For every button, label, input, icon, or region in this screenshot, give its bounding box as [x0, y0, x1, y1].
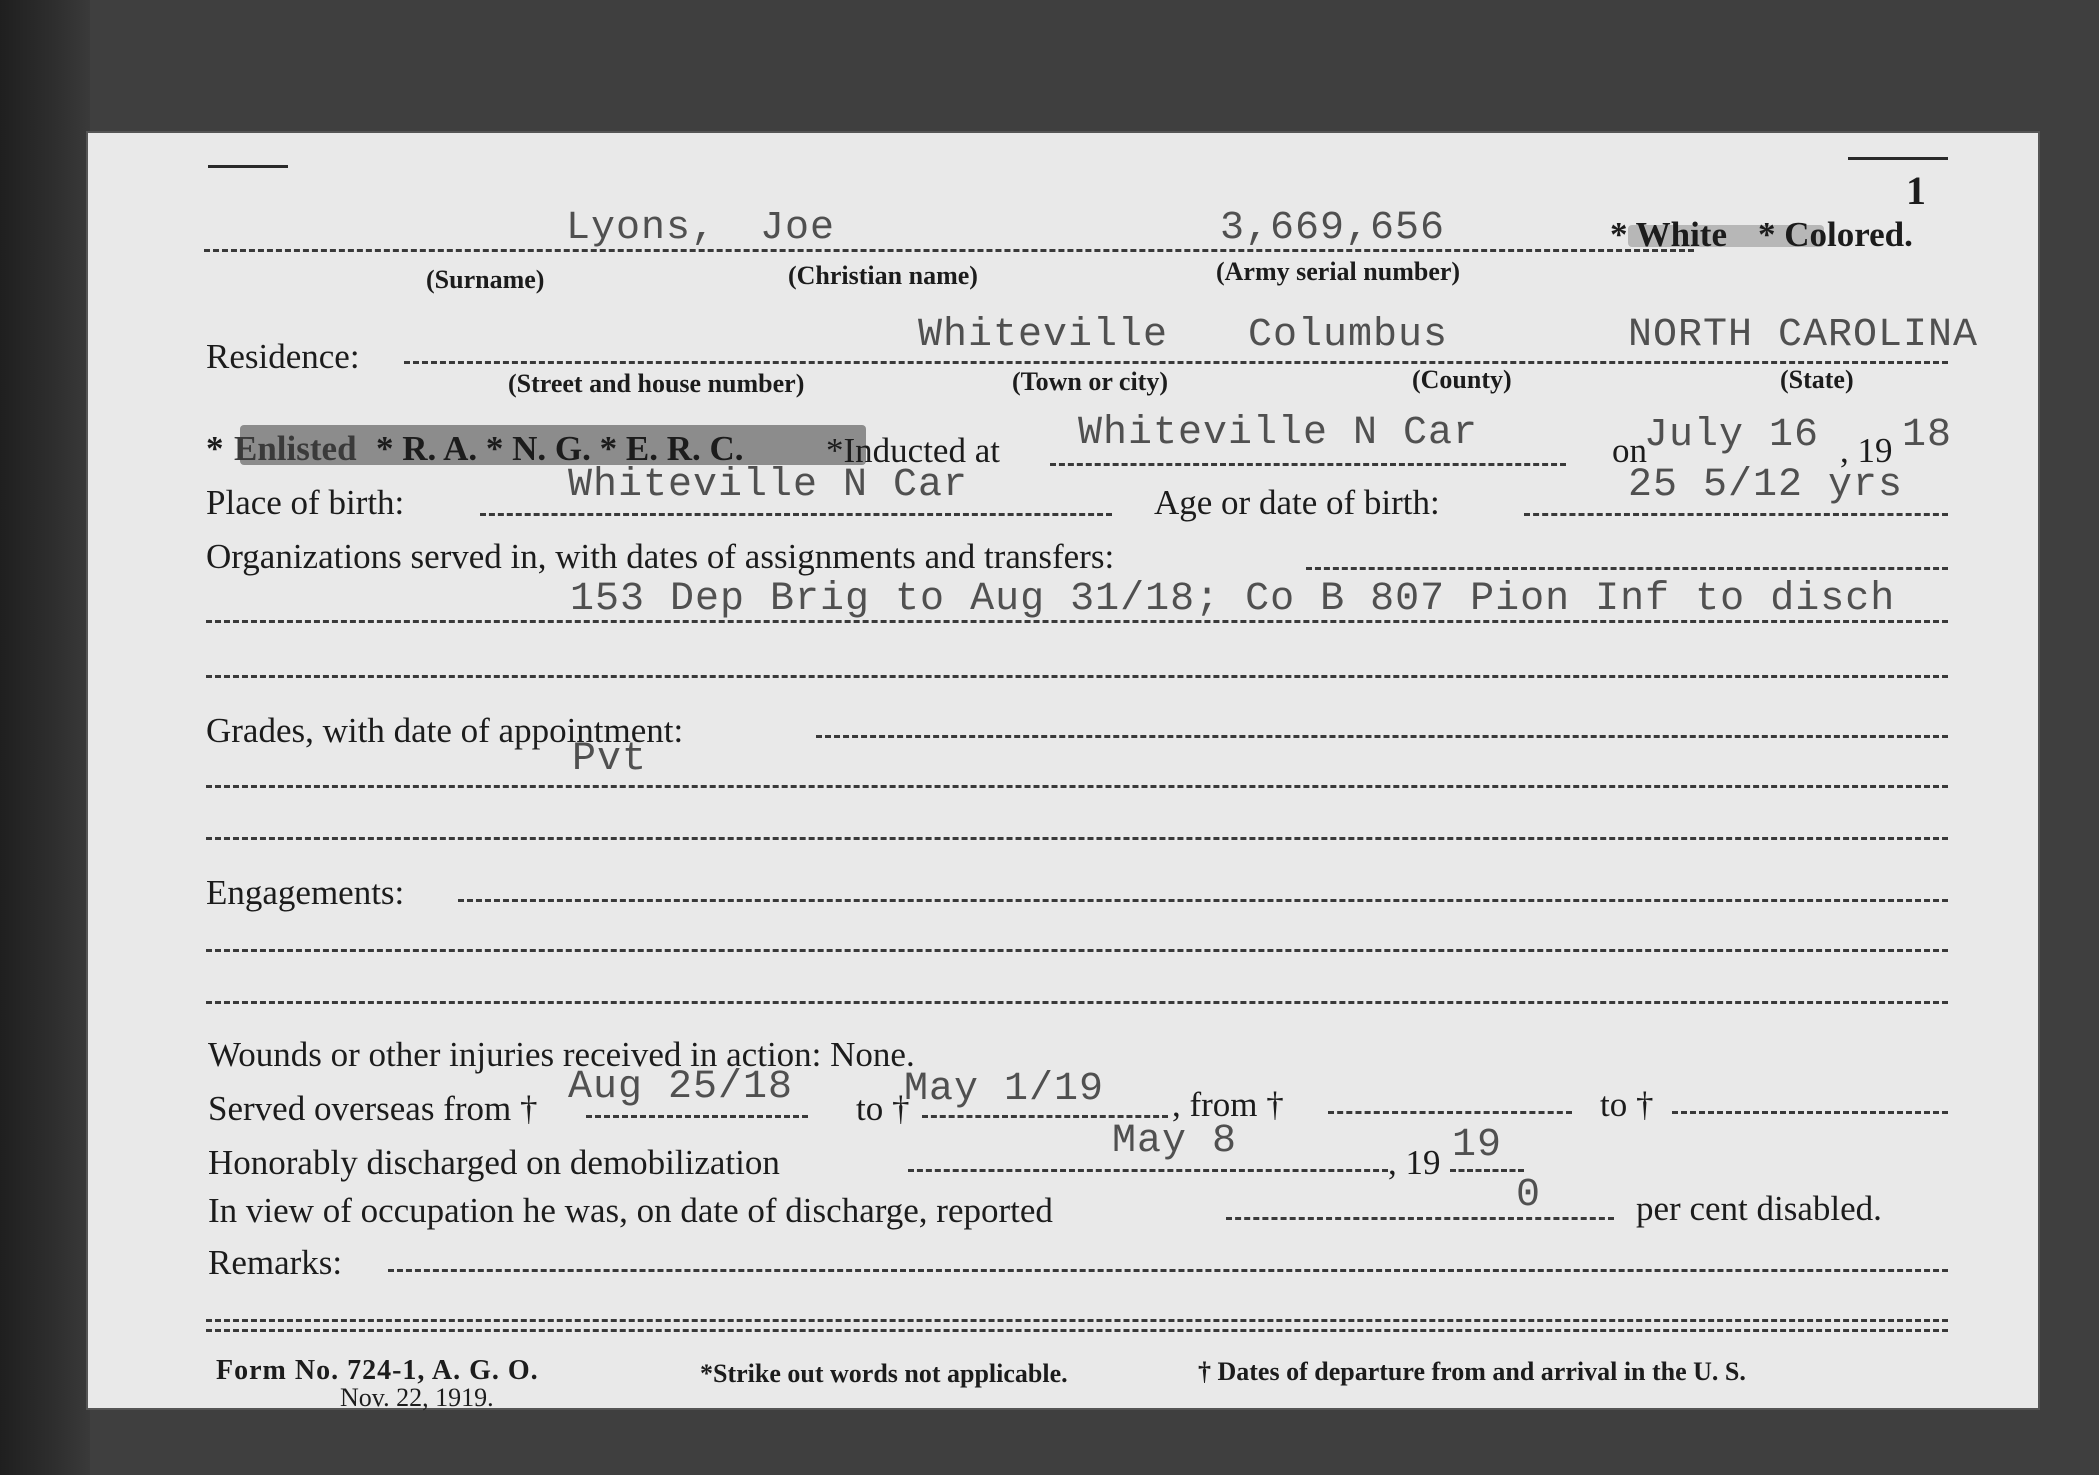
overseas-to2-line: [1672, 1111, 1948, 1114]
discharge-label: Honorably discharged on demobilization: [208, 1143, 780, 1182]
organizations-line-3: [206, 675, 1948, 678]
grades-line-3: [206, 837, 1948, 840]
disability-line: [1226, 1217, 1614, 1220]
disability-label: In view of occupation he was, on date of discharge, reported: [208, 1191, 1053, 1230]
christian-name-caption: (Christian name): [788, 261, 978, 290]
christian-name-value: Joe: [760, 206, 836, 251]
status-options: * R. A. * N. G. * E. R. C.: [376, 429, 744, 468]
organizations-line-2: [206, 620, 1948, 623]
grades-line-1: [816, 735, 1948, 738]
induction-date-value: July 16: [1644, 413, 1820, 458]
serial-number-value: 3,669,656: [1220, 206, 1446, 251]
place-of-birth-line: [480, 513, 1112, 516]
race-colored-option: * Colored.: [1758, 215, 1913, 254]
inducted-place-value: Whiteville N Car: [1078, 411, 1479, 456]
surname-caption: (Surname): [426, 265, 545, 294]
overseas-to-value: May 1/19: [904, 1067, 1105, 1112]
age-label: Age or date of birth:: [1154, 483, 1440, 522]
disability-suffix: per cent disabled.: [1636, 1189, 1882, 1228]
street-caption: (Street and house number): [508, 369, 805, 398]
name-line: [204, 249, 1694, 252]
on-label: on: [1612, 431, 1647, 470]
engagements-line-2: [206, 949, 1948, 952]
town-caption: (Town or city): [1012, 367, 1168, 396]
residence-county-value: Columbus: [1248, 313, 1449, 358]
discharge-year-line: [1450, 1169, 1524, 1172]
engagements-label: Engagements:: [206, 873, 405, 912]
grades-label: Grades, with date of appointment:: [206, 711, 684, 750]
card-number: 1: [1906, 168, 1926, 213]
overseas-from-line: [586, 1115, 808, 1118]
residence-state-value: NORTH CAROLINA: [1628, 313, 1979, 358]
overseas-from-value: Aug 25/18: [568, 1065, 794, 1110]
place-of-birth-label: Place of birth:: [206, 483, 405, 522]
enlisted-option: Enlisted: [234, 429, 357, 468]
overseas-label: Served overseas from †: [208, 1089, 538, 1128]
remarks-line-1: [388, 1269, 1948, 1272]
organizations-label: Organizations served in, with dates of assignments and transfers:: [206, 537, 1115, 576]
top-right-rule: [1848, 157, 1948, 160]
strike-out-note: *Strike out words not applicable.: [700, 1359, 1068, 1388]
surname-value: Lyons,: [566, 206, 717, 251]
residence-town-value: Whiteville: [918, 313, 1169, 358]
form-number: Form No. 724-1, A. G. O.: [216, 1355, 539, 1386]
background-strip: [0, 0, 90, 1475]
serial-number-caption: (Army serial number): [1216, 257, 1461, 286]
top-left-rule: [208, 165, 288, 168]
overseas-from2-line: [1328, 1111, 1572, 1114]
overseas-to-line: [922, 1115, 1168, 1118]
age-line: [1524, 513, 1948, 516]
inducted-place-line: [1050, 463, 1566, 466]
state-caption: (State): [1780, 365, 1854, 394]
overseas-to2-label: to †: [1600, 1085, 1654, 1124]
age-value: 25 5/12 yrs: [1628, 463, 1904, 508]
induction-year-value: 18: [1902, 413, 1953, 458]
discharge-date-line: [908, 1169, 1388, 1172]
overseas-from2-label: , from †: [1172, 1085, 1284, 1124]
induction-prefix: *: [206, 429, 224, 468]
remarks-label: Remarks:: [208, 1243, 343, 1282]
discharge-date-value: May 8: [1112, 1119, 1238, 1164]
disability-percent-value: 0: [1516, 1173, 1542, 1218]
overseas-to-label: to †: [856, 1089, 910, 1128]
dates-note: † Dates of departure from and arrival in the U. S.: [1198, 1357, 1746, 1386]
place-of-birth-value: Whiteville N Car: [568, 463, 969, 508]
organizations-entry: 153 Dep Brig to Aug 31/18; Co B 807 Pion Inf to disch: [570, 577, 1896, 622]
engagements-line-3: [206, 1001, 1948, 1004]
engagements-line-1: [458, 899, 1948, 902]
discharge-year-prefix: , 19: [1388, 1143, 1441, 1182]
service-record-card: [88, 133, 2038, 1412]
inducted-at-label: *Inducted at: [826, 431, 1000, 470]
residence-line: [404, 361, 1948, 364]
grades-entry: Pvt: [572, 737, 648, 782]
wounds-text: Wounds or other injuries received in action: None.: [208, 1035, 915, 1074]
race-white-option: * White: [1610, 215, 1727, 254]
form-date: Nov. 22, 1919.: [340, 1383, 494, 1412]
remarks-line-2: [206, 1319, 1948, 1322]
organizations-line-1: [1306, 567, 1948, 570]
county-caption: (County): [1412, 365, 1512, 394]
grades-line-2: [206, 785, 1948, 788]
induction-year-prefix: , 19: [1840, 431, 1893, 470]
residence-label: Residence:: [206, 337, 360, 376]
discharge-year-value: 19: [1452, 1123, 1503, 1168]
remarks-line-3: [206, 1329, 1948, 1332]
